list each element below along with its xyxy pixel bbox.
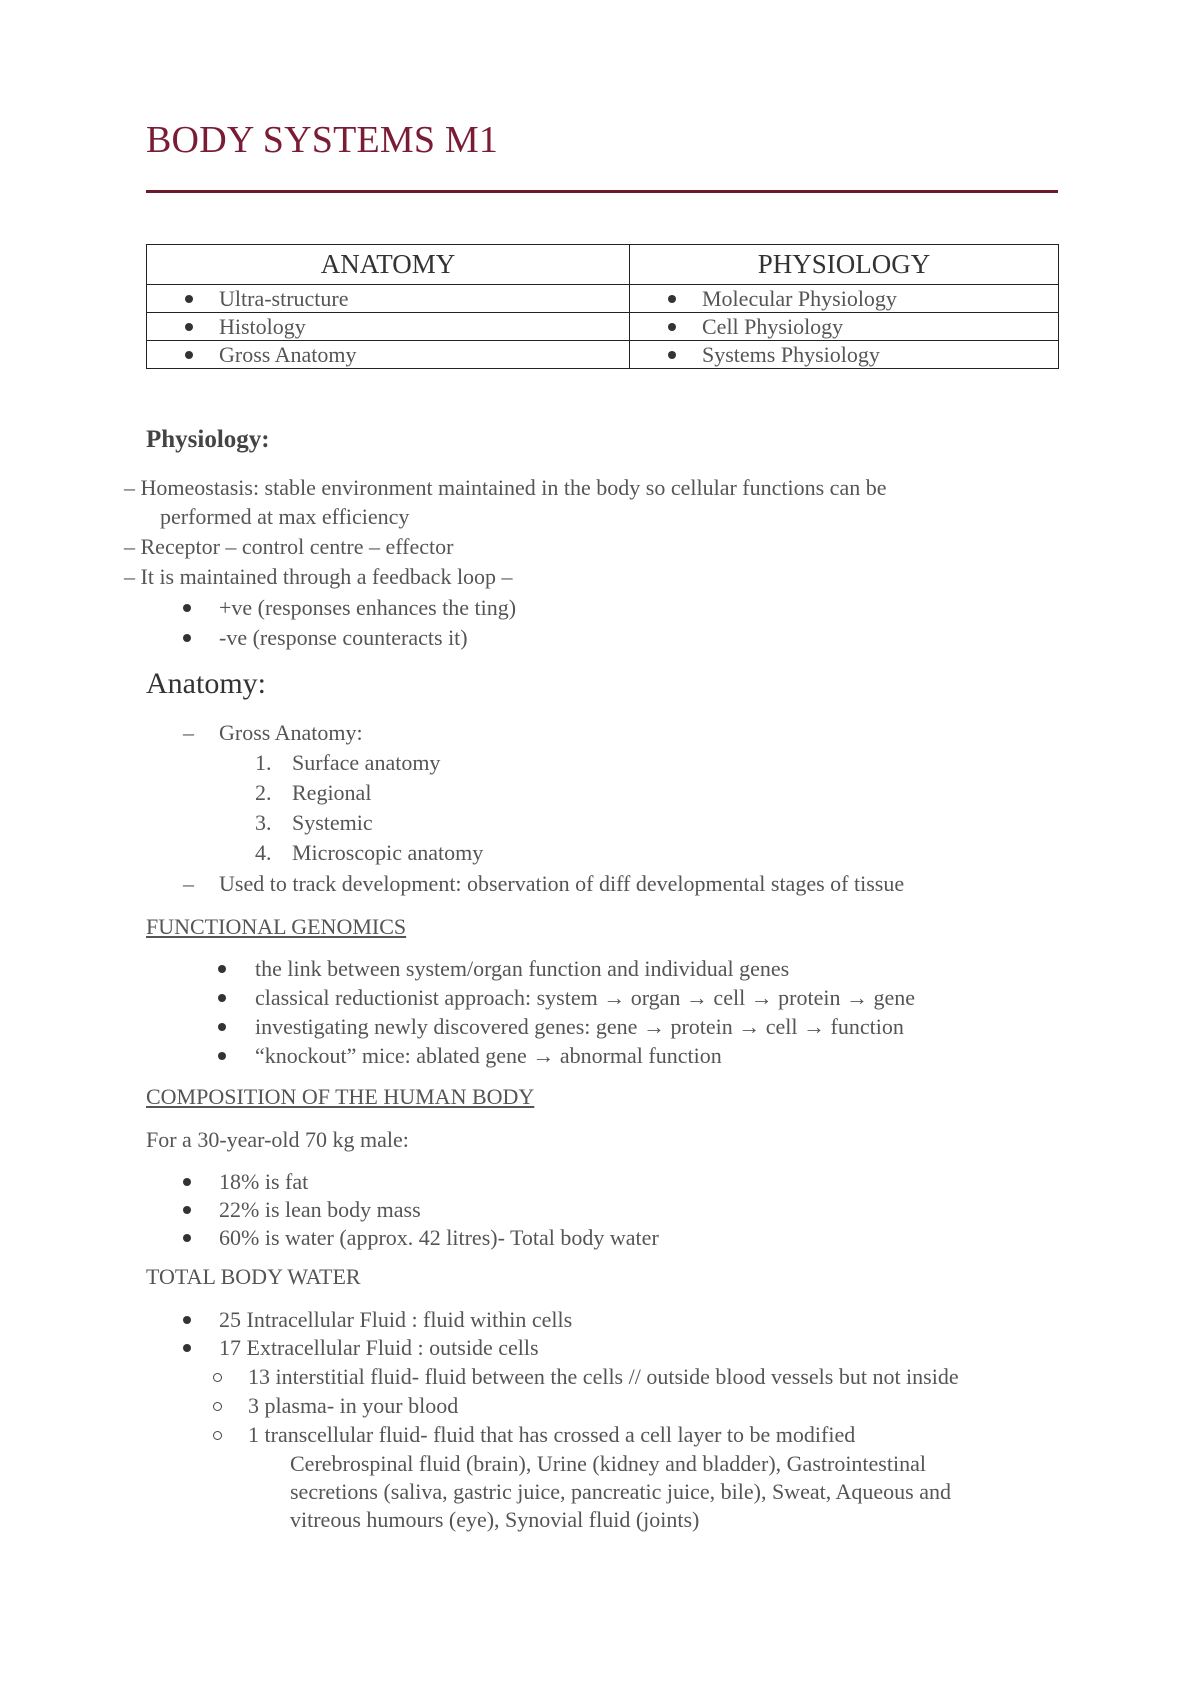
list-number: 4. (255, 840, 272, 865)
list-item: 17 Extracellular Fluid : outside cells (219, 1335, 539, 1360)
cell-text: Cell Physiology (702, 314, 844, 339)
bullet-icon (218, 965, 226, 973)
bullet-icon (668, 295, 676, 303)
list-item: 60% is water (approx. 42 litres)- Total body water (219, 1225, 659, 1250)
cell-text: Gross Anatomy (219, 342, 357, 367)
list-item: the link between system/organ function and individual genes (255, 956, 790, 981)
circle-bullet-icon (213, 1402, 222, 1411)
table-header-row (147, 245, 1059, 285)
bullet-icon (185, 323, 193, 331)
bullet-icon (218, 1052, 226, 1060)
table-cell (630, 285, 1059, 313)
table-header-anatomy: ANATOMY (147, 245, 630, 285)
bullet-icon (185, 295, 193, 303)
bullet-icon (218, 994, 226, 1002)
tbw-heading: TOTAL BODY WATER (146, 1264, 361, 1289)
bullet-icon (218, 1023, 226, 1031)
table-cell (147, 313, 630, 341)
receptor-line: – Receptor – control centre – effector (124, 534, 454, 559)
list-item: “knockout” mice: ablated gene → abnormal function (255, 1043, 722, 1068)
composition-heading: COMPOSITION OF THE HUMAN BODY (146, 1084, 535, 1109)
anatomy-heading: Anatomy: (146, 667, 266, 700)
table-cell (630, 341, 1059, 369)
list-number: 1. (255, 750, 272, 775)
bullet-icon (183, 604, 191, 612)
physiology-heading: Physiology: (146, 426, 270, 453)
list-number: 3. (255, 810, 272, 835)
list-item: 25 Intracellular Fluid : fluid within cells (219, 1307, 573, 1332)
title-rule (146, 190, 1058, 193)
bullet-icon (183, 1344, 191, 1352)
bullet-icon (183, 1206, 191, 1214)
positive-feedback: +ve (responses enhances the ting) (219, 595, 517, 620)
examples-line: vitreous humours (eye), Synovial fluid (joints) (290, 1507, 700, 1532)
cell-text: Ultra-structure (219, 286, 349, 311)
circle-bullet-icon (213, 1373, 222, 1382)
list-item: classical reductionist approach: system → organ → cell → protein → gene (255, 985, 916, 1010)
list-item: 22% is lean body mass (219, 1197, 421, 1222)
list-item: 18% is fat (219, 1169, 309, 1194)
list-item: Systemic (292, 810, 373, 835)
list-number: 2. (255, 780, 272, 805)
anatomy-physiology-table (146, 244, 1059, 369)
examples-line: Cerebrospinal fluid (brain), Urine (kidney and bladder), Gastrointestinal (290, 1451, 926, 1476)
cell-text: Histology (219, 314, 306, 339)
table-header-physiology: PHYSIOLOGY (630, 245, 1059, 285)
dash-marker: – (183, 720, 194, 745)
functional-genomics-heading: FUNCTIONAL GENOMICS (146, 914, 407, 939)
table-row (147, 313, 1059, 341)
bullet-icon (185, 351, 193, 359)
table-cell (630, 313, 1059, 341)
bullet-icon (183, 1178, 191, 1186)
table-cell (147, 285, 630, 313)
table-row (147, 341, 1059, 369)
bullet-icon (183, 634, 191, 642)
composition-intro: For a 30-year-old 70 kg male: (146, 1127, 409, 1152)
list-item: investigating newly discovered genes: gene → protein → cell → function (255, 1014, 904, 1039)
bullet-icon (183, 1234, 191, 1242)
homeostasis-line-2: performed at max efficiency (160, 504, 410, 529)
negative-feedback: -ve (response counteracts it) (219, 625, 468, 650)
list-item: Surface anatomy (292, 750, 441, 775)
cell-text: Molecular Physiology (702, 286, 897, 311)
development-item: Used to track development: observation of diff developmental stages of tissue (219, 871, 905, 896)
sub-list-item: 13 interstitial fluid- fluid between the cells // outside blood vessels but not inside (248, 1364, 959, 1389)
circle-bullet-icon (213, 1431, 222, 1440)
feedback-loop-line: – It is maintained through a feedback loop – (124, 564, 513, 589)
examples-line: secretions (saliva, gastric juice, pancreatic juice, bile), Sweat, Aqueous and (290, 1479, 951, 1504)
table-cell (147, 341, 630, 369)
sub-list-item: 3 plasma- in your blood (248, 1393, 459, 1418)
document-title: BODY SYSTEMS M1 (146, 119, 499, 161)
homeostasis-line-1: – Homeostasis: stable environment maintained in the body so cellular functions can be (124, 475, 887, 500)
bullet-icon (668, 351, 676, 359)
table-row (147, 285, 1059, 313)
bullet-icon (668, 323, 676, 331)
dash-marker: – (183, 871, 194, 896)
sub-list-item: 1 transcellular fluid- fluid that has crossed a cell layer to be modified (248, 1422, 856, 1447)
list-item: Microscopic anatomy (292, 840, 484, 865)
list-item: Regional (292, 780, 372, 805)
cell-text: Systems Physiology (702, 342, 880, 367)
gross-anatomy-item: Gross Anatomy: (219, 720, 363, 745)
bullet-icon (183, 1316, 191, 1324)
